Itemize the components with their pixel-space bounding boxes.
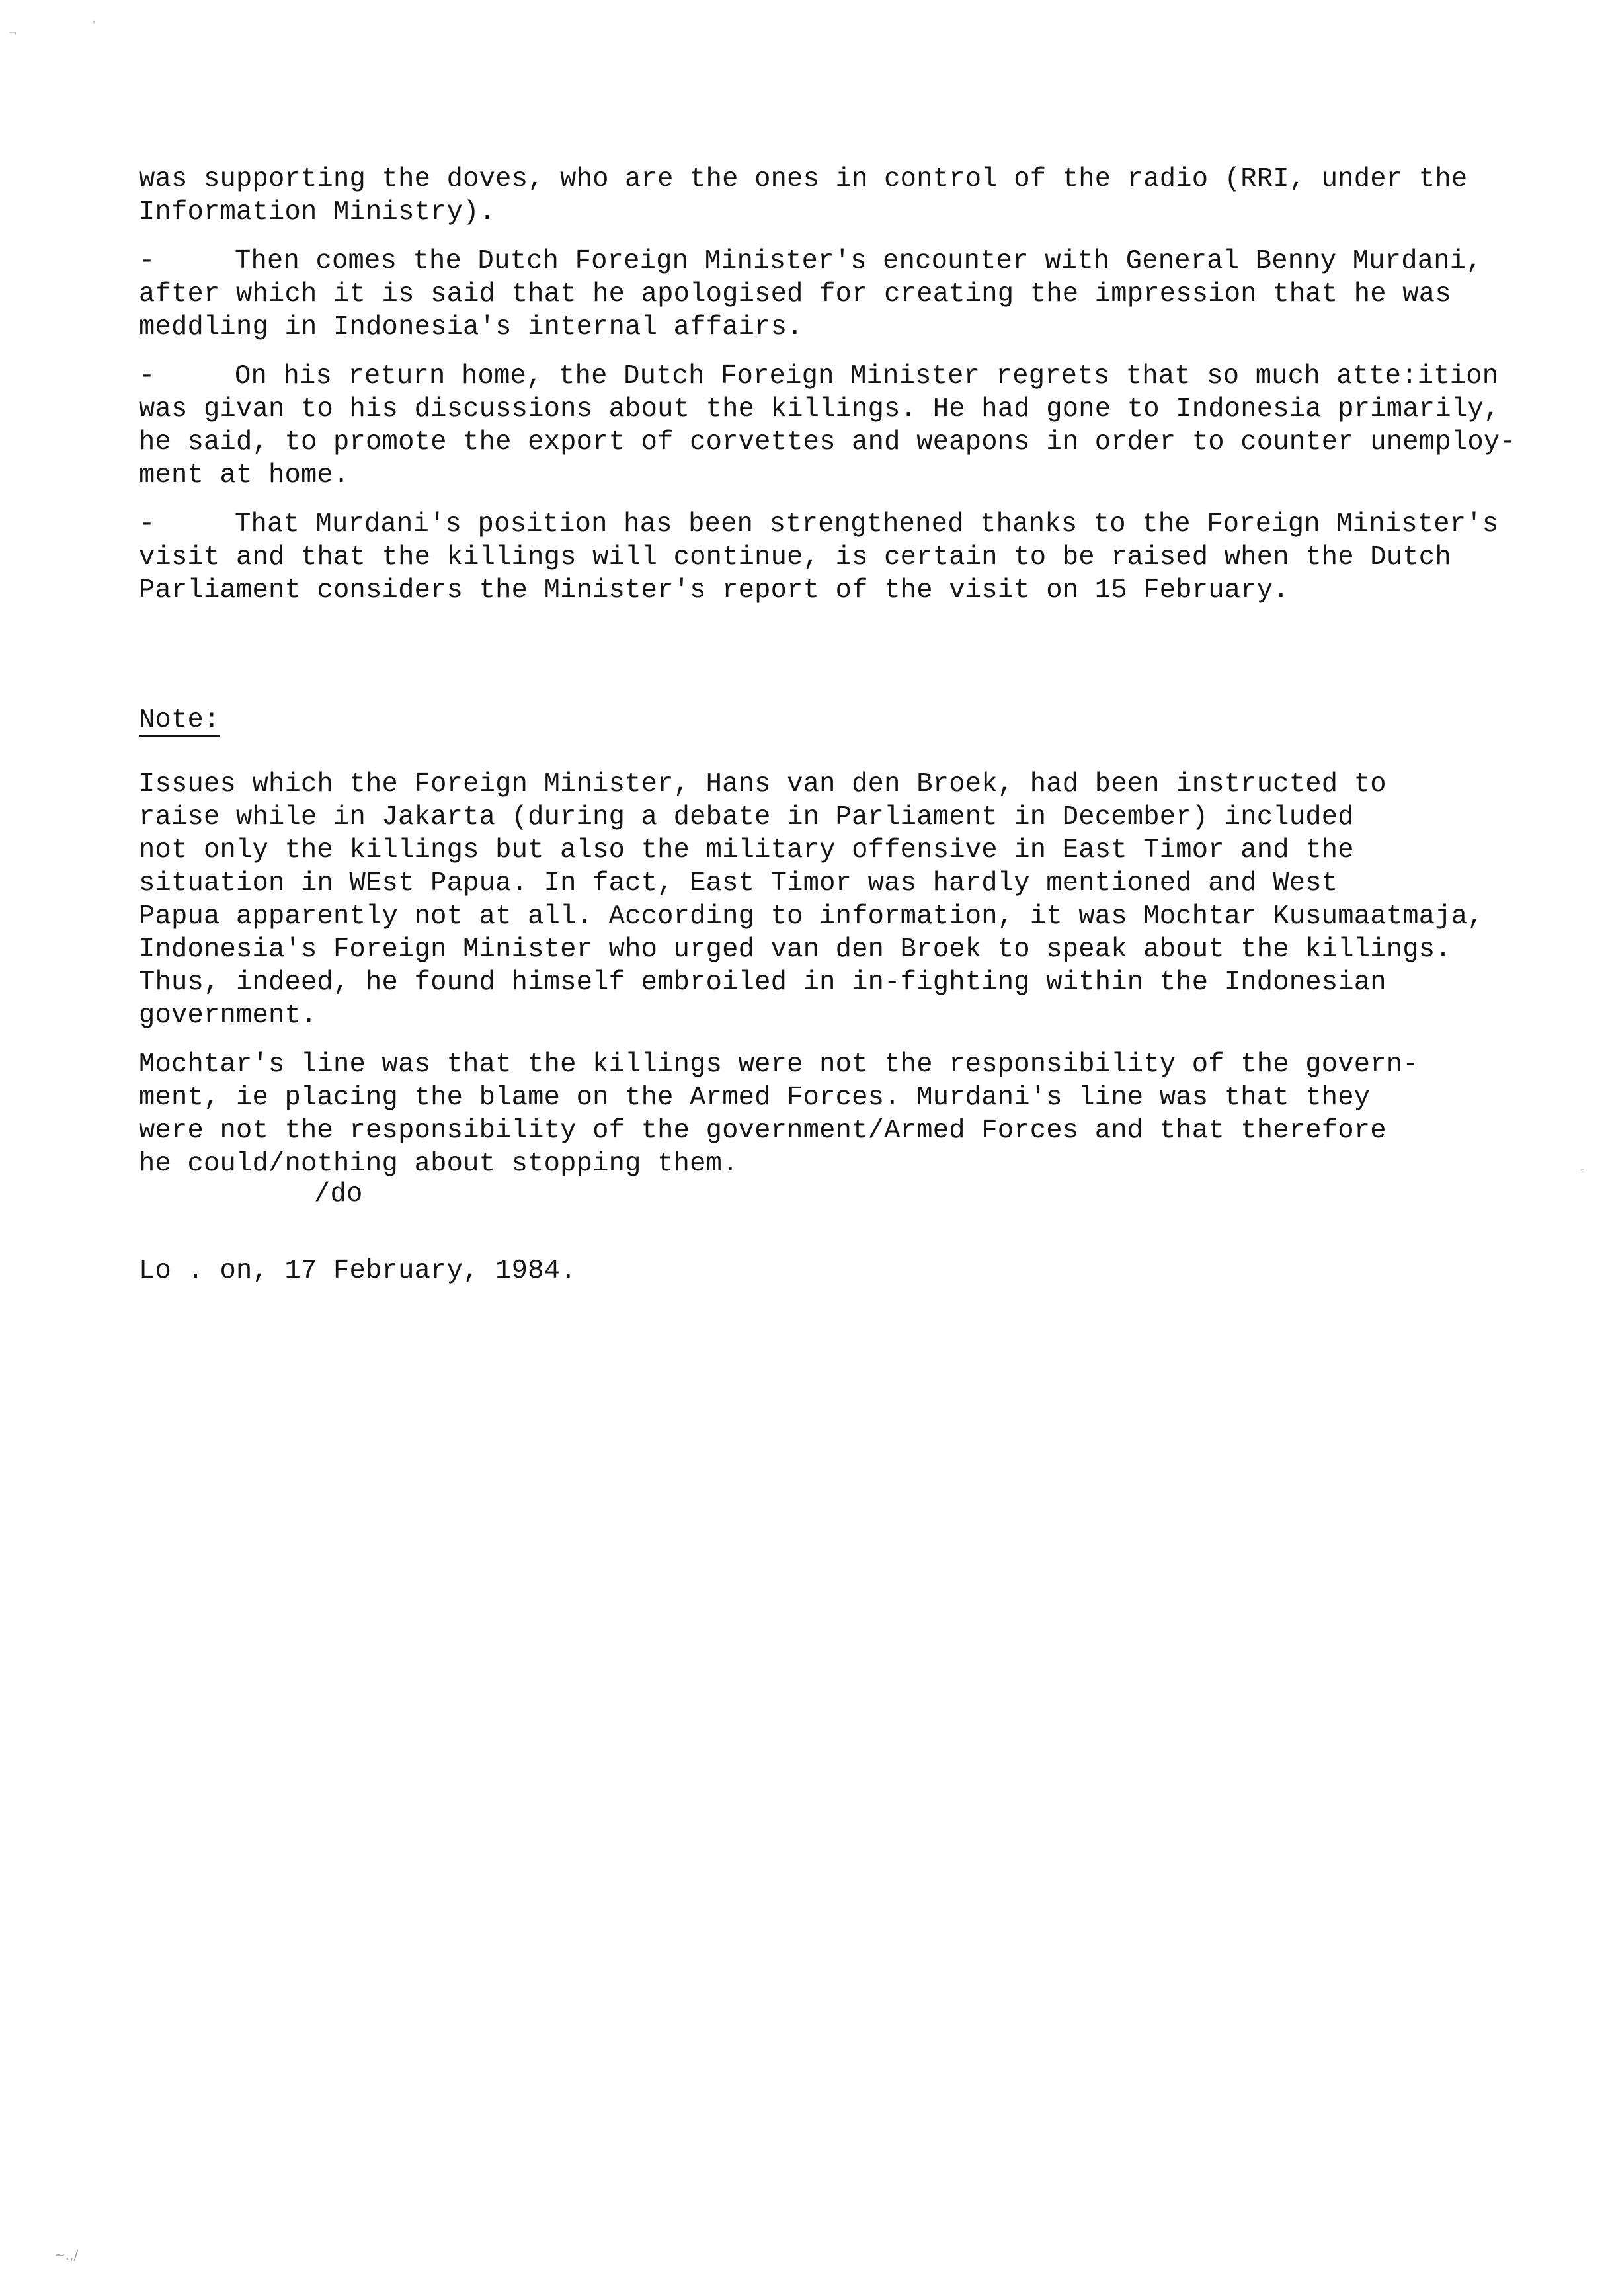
scan-speck: ~.,/ xyxy=(54,2247,79,2263)
note-paragraph-mochtar-line xyxy=(139,1048,1547,1180)
insertion-mark: /do xyxy=(314,1179,363,1210)
text-line: Papua apparently not at all. According to information, it was Mochtar Kusumaatmaja, xyxy=(139,901,1484,932)
note-heading: Note: xyxy=(139,705,220,737)
text-line-content: That Murdani's position has been strengthened thanks to the Foreign Minister's xyxy=(235,509,1499,540)
paragraph-murdani-position xyxy=(139,508,1547,607)
text-line: Issues which the Foreign Minister, Hans van den Broek, had been instructed to xyxy=(139,769,1387,800)
text-line: Information Ministry). xyxy=(139,197,496,227)
text-line: he could/nothing about stopping them. xyxy=(139,1149,739,1179)
scan-speck: - xyxy=(1580,1163,1585,1176)
text-line: meddling in Indonesia's internal affairs. xyxy=(139,312,803,343)
text-line-content: On his return home, the Dutch Foreign Minister regrets that so much atte:ition xyxy=(235,361,1499,391)
bullet-dash: - xyxy=(139,509,155,540)
text-line: ment at home. xyxy=(139,460,350,491)
text-line-content: Then comes the Dutch Foreign Minister's encounter with General Benny Murdani, xyxy=(235,246,1482,276)
text-line xyxy=(139,245,1547,278)
scan-speck: ' xyxy=(93,20,95,30)
text-line: was supporting the doves, who are the ones in control of the radio (RRI, under the xyxy=(139,164,1468,194)
text-line xyxy=(139,360,1547,393)
text-line: was givan to his discussions about the killings. He had gone to Indonesia primarily, xyxy=(139,394,1500,425)
text-line: Thus, indeed, he found himself embroiled in in-fighting within the Indonesian xyxy=(139,967,1387,998)
text-line: not only the killings but also the military offensive in East Timor and the xyxy=(139,835,1354,866)
bullet-dash: - xyxy=(139,246,155,276)
paragraph-continuation xyxy=(139,163,1547,229)
text-line: he said, to promote the export of corvettes and weapons in order to counter unemploy- xyxy=(139,427,1516,458)
paragraph-return-home xyxy=(139,360,1547,492)
bullet-dash: - xyxy=(139,361,155,391)
text-line: Mochtar's line was that the killings were not the responsibility of the govern- xyxy=(139,1049,1419,1080)
text-line xyxy=(139,508,1547,541)
text-line: raise while in Jakarta (during a debate in Parliament in December) included xyxy=(139,802,1354,833)
signoff-date-line: Lo . on, 17 February, 1984. xyxy=(139,1256,577,1286)
scan-speck: ¬ xyxy=(8,26,17,39)
text-line: situation in WEst Papua. In fact, East Timor was hardly mentioned and West xyxy=(139,868,1338,899)
text-line: ment, ie placing the blame on the Armed Forces. Murdani's line was that they xyxy=(139,1083,1371,1113)
text-line: Indonesia's Foreign Minister who urged van den Broek to speak about the killings. xyxy=(139,934,1451,965)
text-line: visit and that the killings will continue, is certain to be raised when the Dutch xyxy=(139,542,1451,573)
text-line: Parliament considers the Minister's report of the visit on 15 February. xyxy=(139,575,1289,606)
document-page xyxy=(139,163,1547,1288)
paragraph-dutch-minister-encounter xyxy=(139,245,1547,344)
text-line: were not the responsibility of the government/Armed Forces and that therefore xyxy=(139,1116,1387,1146)
note-paragraph-issues xyxy=(139,768,1547,1032)
text-line: after which it is said that he apologised for creating the impression that he was xyxy=(139,279,1451,309)
text-line: government. xyxy=(139,1001,317,1031)
